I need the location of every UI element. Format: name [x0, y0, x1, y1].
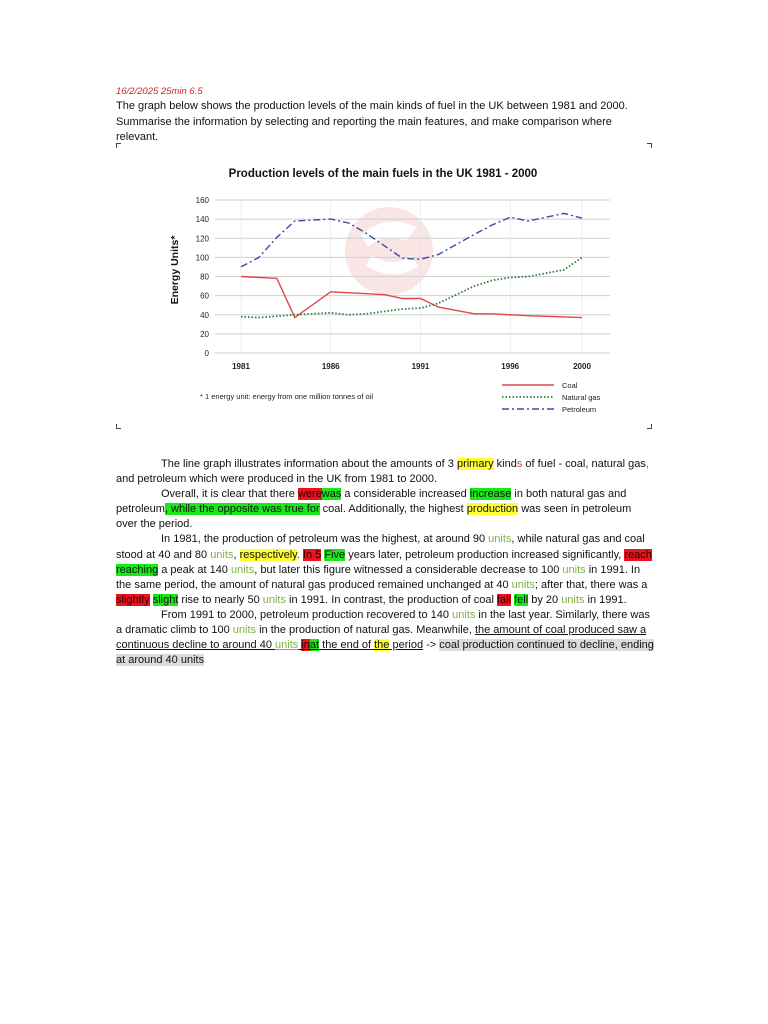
units-word: units [230, 563, 255, 576]
chart-title: Production levels of the main fuels in the UK 1981 - 2000 [228, 168, 538, 180]
text-segment: kind [493, 458, 517, 470]
text-segment: coal. Additionally, the highest [319, 503, 467, 516]
chart-footnote: * 1 energy unit: energy from one million tonnes of oil [200, 392, 374, 401]
units-word: units [562, 563, 586, 576]
chart-legend [502, 381, 601, 414]
text-segment: a considerable increased [341, 488, 470, 501]
text-segment: a peak at 140 [158, 563, 231, 576]
units-word: units [511, 578, 535, 591]
x-tick-label: 1991 [411, 362, 430, 371]
units-word: units [262, 593, 286, 606]
y-tick-label: 160 [195, 196, 209, 205]
legend-label: Coal [562, 381, 578, 390]
x-tick-label: 2000 [573, 362, 591, 371]
units-word: units [561, 593, 585, 606]
legend-label: Petroleum [562, 405, 597, 414]
x-tick-label: 1981 [232, 362, 250, 371]
y-tick-label: 120 [195, 234, 209, 244]
essay-paragraph-2 [116, 487, 654, 532]
text-segment: In 1981, the production of petroleum was the highest, at around 90 [161, 533, 489, 546]
error-slightly: slightly [116, 593, 150, 606]
highlight-production: production [466, 503, 519, 516]
y-tick-label: 40 [200, 310, 209, 320]
text-segment: Overall, it is clear that there [161, 488, 298, 501]
addition-while-clause: , while the opposite was true for [164, 503, 320, 516]
x-tick-labels [232, 362, 591, 371]
legend-label: Natural gas [562, 393, 601, 402]
highlight-primary: primary [456, 458, 494, 470]
units-word: units [452, 608, 476, 621]
text-segment: , while natural gas and coal stood at 40 and 80 [116, 533, 645, 561]
y-tick-label: 140 [195, 215, 209, 225]
text-segment: was seen in petroleum over the period. [116, 503, 632, 531]
x-tick-label: 1986 [321, 362, 340, 371]
text-segment: in the last year. Similarly, there was a dramatic climb to 100 [116, 608, 650, 637]
error-in: in [301, 639, 310, 652]
essay-paragraph-3 [116, 532, 654, 607]
y-tick-label: 0 [204, 349, 209, 358]
error-were: were [297, 488, 322, 501]
correction-five: Five [324, 548, 346, 561]
text-segment: From 1991 to 2000, petroleum production recovered to 140 [161, 608, 453, 621]
error-reach: reach [624, 548, 652, 561]
text-segment: rise to nearly 50 [178, 593, 263, 606]
revision-suggestion: coal production continued to decline, ending at around 40 units [116, 639, 654, 667]
y-tick-label: 80 [200, 272, 209, 282]
text-segment: of fuel - coal, natural gas [522, 458, 646, 470]
text-segment: . [296, 548, 303, 561]
text-segment: years later, petroleum production increased significantly, [345, 548, 625, 561]
chart-figure [116, 143, 652, 429]
error-in-5: In 5 [302, 548, 322, 561]
essay-paragraph-1 [116, 457, 654, 487]
correction-was: was [321, 488, 342, 501]
correction-fell: fell [514, 593, 529, 606]
text-segment: by 20 [528, 593, 562, 606]
units-word: units [210, 548, 234, 561]
underlined-phrase: the amount of coal produced saw a continuous decline to around 40 [116, 624, 647, 652]
date-time-score-note: 16/2/2025 25min 6.5 [116, 86, 203, 97]
y-tick-labels [196, 196, 210, 358]
text-segment: in 1991. [584, 593, 627, 606]
revision-arrow: -> [423, 639, 440, 652]
x-tick-label: 1996 [501, 362, 520, 371]
correction-at: at [309, 639, 320, 652]
text-segment: in the production of natural gas. Meanwhile, [256, 624, 475, 637]
units-word: units [232, 624, 257, 637]
units-word: units [488, 533, 512, 546]
text-segment: ; after that, there was a [534, 578, 648, 591]
error-fall: fall [496, 593, 512, 606]
text-segment: , [233, 548, 240, 561]
y-axis-label: Energy Units* [169, 235, 181, 305]
highlight-the: the [374, 639, 390, 652]
correction-reaching: reaching [116, 563, 159, 576]
essay-paragraph-4 [116, 608, 654, 668]
text-segment: in 1991. In contrast, the production of coal [286, 593, 497, 606]
corrected-comma: , [645, 458, 649, 470]
text-segment: in 1991. In the same period, the amount of natural gas produced remained unchanged at 40 [116, 563, 641, 591]
watermark-logo [345, 207, 433, 295]
text-segment: , but later this figure witnessed a considerable decrease to 100 [254, 563, 563, 576]
underlined-phrase: period [389, 639, 424, 652]
essay-body [116, 457, 654, 668]
corrected-letter: s [516, 458, 523, 470]
units-word: units [275, 639, 299, 652]
text-segment: The line graph illustrates information about the amounts of 3 [161, 458, 457, 470]
line-chart [116, 143, 652, 429]
correction-increase: increase [469, 488, 512, 501]
y-tick-label: 20 [200, 329, 209, 339]
y-tick-label: 100 [195, 253, 209, 263]
underlined-phrase: the end of [319, 639, 375, 652]
highlight-respectively: respectively [239, 548, 297, 561]
y-tick-label: 60 [200, 291, 209, 301]
text-segment: in both natural gas and petroleum [116, 488, 627, 516]
correction-slight: slight [152, 593, 179, 606]
task-prompt: The graph below shows the production levels of the main kinds of fuel in the UK between 1981 and 2000. Summarise the information by selecting and reporting the main features, and make comparison where relevant. [116, 100, 628, 143]
text-segment: and petroleum which were produced in the UK from 1981 to 2000. [116, 473, 438, 486]
